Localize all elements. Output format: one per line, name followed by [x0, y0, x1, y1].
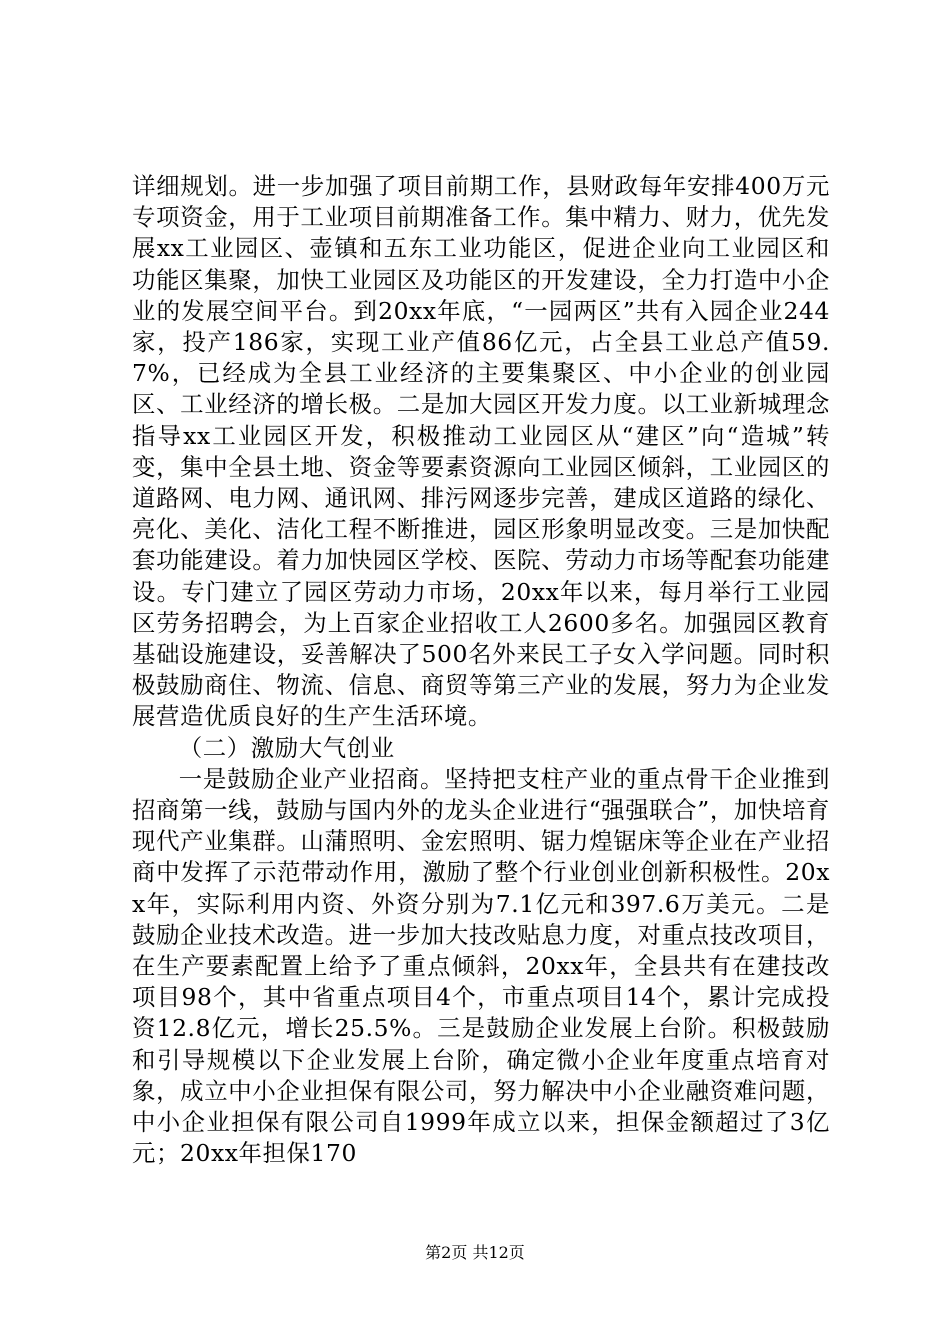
page-footer: 第2页 共12页 [425, 1243, 525, 1262]
body-paragraph-1: 详细规划。进一步加强了项目前期工作，县财政每年安排400万元专项资金，用于工业项目前期准备工作。集中精力、财力，优先发展xx工业园区、壶镇和五东工业功能区，促进企业向工业园区和功能区集聚，加快工业园区及功能区的开发建设，全力打造中小企业的发展空间平台。到20xx年底，“一园两区”共有入园企业244家，投产186家，实现工业产值86亿元，占全县工业总产值59.7%，已经成为全县工业经济的主要集聚区、中小企业的创业园区、工业经济的增长极。二是加大园区开发力度。以工业新城理念指导xx工业园区开发，积极推动工业园区从“建区”向“造城”转变，集中全县土地、资金等要素资源向工业园区倾斜，工业园区的道路网、电力网、通讯网、排污网逐步完善，建成区道路的绿化、亮化、美化、洁化工程不断推进，园区形象明显改变。三是加快配套功能建设。着力加快园区学校、医院、劳动力市场等配套功能建设。专门建立了园区劳动力市场，20xx年以来，每月举行工业园区劳务招聘会，为上百家企业招收工人2600多名。加强园区教育基础设施建设，妥善解决了500名外来民工子女入学问题。同时积极鼓励商住、物流、信息、商贸等第三产业的发展，努力为企业发展营造优质良好的生产生活环境。 [132, 172, 830, 731]
section-heading: （二）激励大气创业 [178, 733, 395, 762]
document-body [132, 171, 830, 1170]
body-paragraph-2: 一是鼓励企业产业招商。坚持把支柱产业的重点骨干企业推到招商第一线，鼓励与国内外的龙头企业进行“强强联合”，加快培育现代产业集群。山蒲照明、金宏照明、锯力煌锯床等企业在产业招商中发挥了示范带动作用，激励了整个行业创业创新积极性。20xx年，实际利用内资、外资分别为7.1亿元和397.6万美元。二是鼓励企业技术改造。进一步加大技改贴息力度，对重点技改项目，在生产要素配置上给予了重点倾斜，20xx年，全县共有在建技改项目98个，其中省重点项目4个，市重点项目14个，累计完成投资12.8亿元，增长25.5%。三是鼓励企业发展上台阶。积极鼓励和引导规模以下企业发展上台阶，确定微小企业年度重点培育对象，成立中小企业担保有限公司，努力解决中小企业融资难问题，中小企业担保有限公司自1999年成立以来，担保金额超过了3亿元；20xx年担保170 [132, 764, 830, 1168]
